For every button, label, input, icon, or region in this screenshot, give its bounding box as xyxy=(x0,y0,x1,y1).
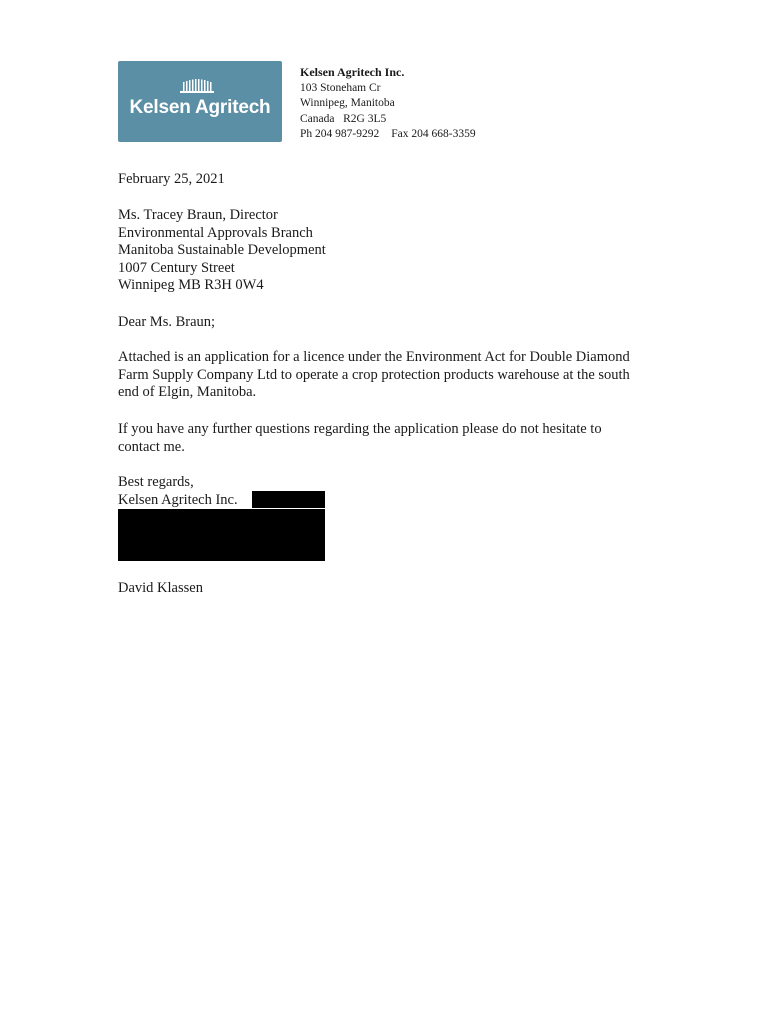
recipient-line: Ms. Tracey Braun, Director xyxy=(118,207,278,223)
signer-name: David Klassen xyxy=(118,580,203,596)
closing-company: Kelsen Agritech Inc. xyxy=(118,491,238,508)
letterhead-phone: Ph 204 987-9292 xyxy=(300,128,380,140)
paragraph-line: contact me. xyxy=(118,438,185,455)
building-icon xyxy=(180,79,214,93)
letterhead-address-line-1: 103 Stoneham Cr xyxy=(300,81,381,94)
logo-text: Kelsen Agritech xyxy=(129,97,271,118)
closing-text: Best regards, xyxy=(118,474,194,490)
closing-block xyxy=(118,474,678,509)
letterhead-address xyxy=(300,65,476,143)
paragraph-line: end of Elgin, Manitoba. xyxy=(118,384,257,400)
letterhead-fax: Fax 204 668-3359 xyxy=(391,128,476,140)
paragraph-line: Attached is an application for a licence under the Environment Act for Double Diamond xyxy=(118,349,630,365)
letter-date: February 25, 2021 xyxy=(118,171,225,187)
redaction-box xyxy=(252,491,325,508)
company-logo xyxy=(118,61,282,142)
letterhead-contact xyxy=(300,127,476,143)
letterhead-address-line-3: Canada R2G 3L5 xyxy=(300,112,387,125)
recipient-line: 1007 Century Street xyxy=(118,259,235,276)
recipient-block xyxy=(118,207,678,295)
letterhead-company: Kelsen Agritech Inc. xyxy=(300,65,405,79)
paragraph-line: If you have any further questions regarding the application please do not hesitate to xyxy=(118,421,602,437)
salutation: Dear Ms. Braun; xyxy=(118,314,216,330)
letterhead-address-line-2: Winnipeg, Manitoba xyxy=(300,97,395,109)
paragraph-line: Farm Supply Company Ltd to operate a crop protection products warehouse at the south xyxy=(118,366,630,383)
recipient-line: Manitoba Sustainable Development xyxy=(118,242,326,258)
body-paragraph-1 xyxy=(118,349,678,402)
body-paragraph-2 xyxy=(118,421,678,456)
recipient-line: Winnipeg MB R3H 0W4 xyxy=(118,277,264,293)
signature-redaction-box xyxy=(118,509,325,561)
recipient-line: Environmental Approvals Branch xyxy=(118,224,313,241)
